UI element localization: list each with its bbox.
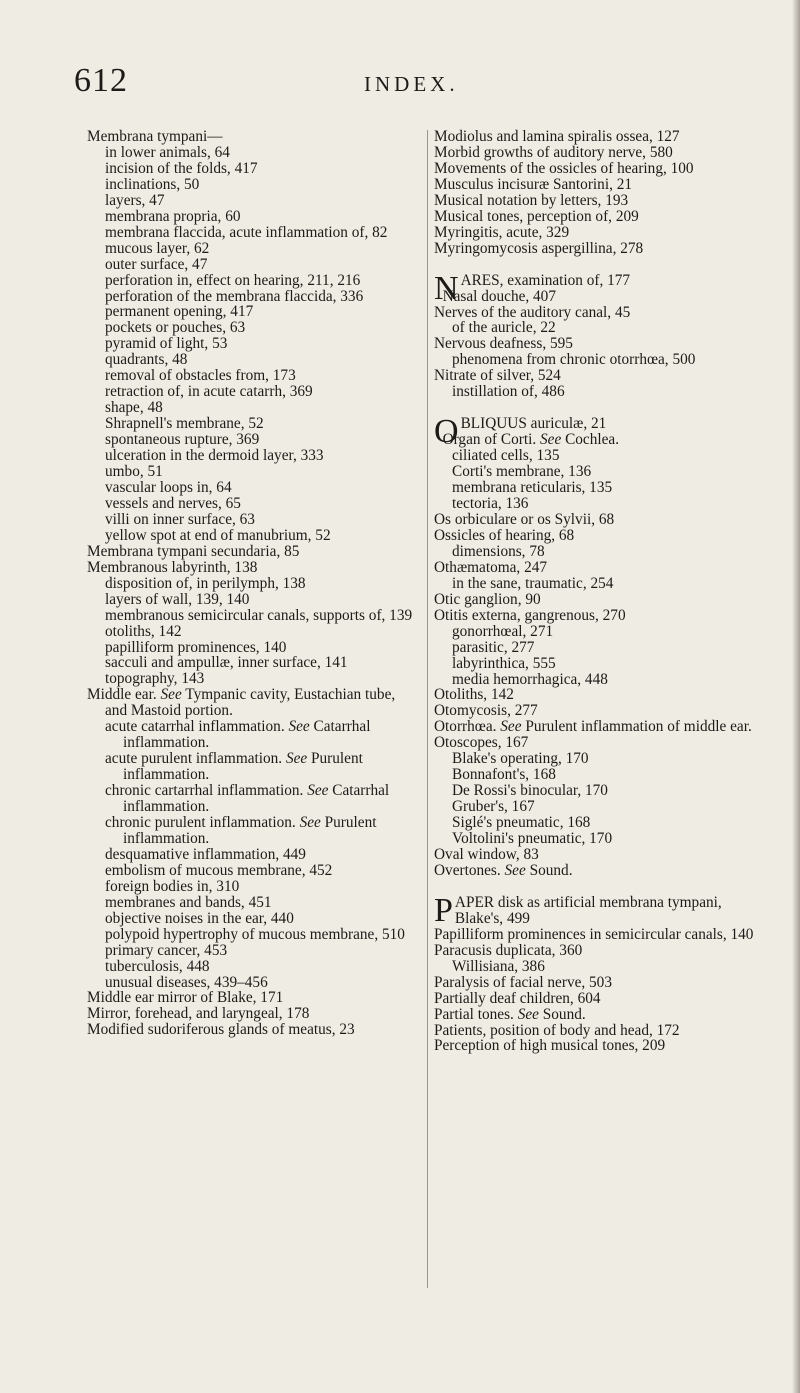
entry-text: gonorrhœal, 271 [452, 622, 554, 640]
entry-text: removal of obstacles from, 173 [105, 367, 296, 385]
entry-text: Shrapnell's membrane, 52 [105, 415, 264, 433]
index-subentry [87, 528, 421, 544]
entry-text: membrana reticularis, 135 [452, 479, 613, 497]
index-subentry [434, 783, 770, 799]
entry-text: Musical tones, perception of, 209 [434, 207, 639, 225]
index-subentry [87, 320, 421, 336]
index-subentry [434, 352, 770, 368]
index-entry [87, 1006, 421, 1022]
index-subentry [87, 863, 421, 879]
entry-text: Modiolus and lamina spiralis ossea, 127 [434, 128, 680, 145]
index-subentry [434, 384, 770, 400]
index-subentry [87, 608, 421, 624]
index-subentry [87, 592, 421, 608]
see-reference-label: See [504, 861, 526, 879]
entry-text: ciliated cells, 135 [452, 447, 560, 465]
index-subentry [87, 496, 421, 512]
entry-text: Otoliths, 142 [434, 686, 514, 704]
entry-text: vascular loops in, 64 [105, 478, 232, 496]
entry-text: Membranous labyrinth, 138 [87, 558, 258, 576]
index-entry [434, 145, 770, 161]
index-subentry [434, 640, 770, 656]
drop-cap-letter: O [434, 413, 459, 451]
index-subentry [434, 656, 770, 672]
entry-text: Middle ear. [87, 686, 157, 704]
index-subentry [87, 193, 421, 209]
entry-text: outer surface, 47 [105, 255, 208, 273]
entry-text: polypoid hypertrophy of mucous membrane, 510 [105, 925, 405, 943]
index-subentry [434, 576, 770, 592]
entry-text: Othæmatoma, 247 [434, 558, 548, 576]
entry-text: incision of the folds, 417 [105, 159, 258, 177]
entry-text: objective noises in the ear, 440 [105, 909, 294, 927]
letter-section-gap [434, 257, 770, 273]
index-subentry [87, 815, 421, 847]
index-subentry [87, 273, 421, 289]
entry-text: Corti's membrane, 136 [452, 463, 592, 481]
see-reference-label: See [540, 431, 562, 449]
index-entry [434, 592, 770, 608]
see-reference-target: Purulent inflammation of middle ear. [525, 718, 752, 736]
entry-text: Overtones. [434, 861, 501, 879]
index-subentry [434, 624, 770, 640]
index-subentry [434, 831, 770, 847]
see-reference-target: Sound. [529, 861, 573, 879]
index-subentry [87, 751, 421, 783]
entry-text: BLIQUUS auriculæ, 21 [460, 415, 607, 433]
entry-text: Patients, position of body and head, 172 [434, 1021, 680, 1039]
index-entry [434, 177, 770, 193]
see-reference-label: See [500, 718, 522, 736]
entry-text: Oval window, 83 [434, 845, 539, 863]
index-subentry [87, 416, 421, 432]
index-subentry [87, 448, 421, 464]
see-reference-label: See [160, 686, 182, 704]
entry-text: APER disk as artificial membrana tympani, Blake's, 499 [454, 893, 722, 927]
index-subentry [434, 448, 770, 464]
entry-text: Middle ear mirror of Blake, 171 [87, 989, 284, 1007]
index-subentry [434, 815, 770, 831]
index-entry [434, 943, 770, 959]
index-subentry [87, 576, 421, 592]
see-reference-target: Purulent inflammation. [123, 750, 363, 784]
see-reference-label: See [299, 813, 321, 831]
entry-text: Paralysis of facial nerve, 503 [434, 973, 612, 991]
entry-text: acute catarrhal inflammation. [105, 718, 285, 736]
entry-text: primary cancer, 453 [105, 941, 228, 959]
entry-text: villi on inner surface, 63 [105, 510, 255, 528]
index-entry [434, 891, 770, 929]
index-subentry [87, 352, 421, 368]
see-reference-target: Catarrhal inflammation. [123, 782, 390, 816]
entry-text: pockets or pouches, 63 [105, 319, 246, 337]
entry-text: Musculus incisuræ Santorini, 21 [434, 175, 633, 193]
entry-text: tuberculosis, 448 [105, 957, 210, 975]
entry-text: chronic purulent inflammation. [105, 813, 296, 831]
index-subentry [87, 847, 421, 863]
entry-text: spontaneous rupture, 369 [105, 431, 260, 449]
index-subentry [87, 304, 421, 320]
index-entry [434, 528, 770, 544]
index-subentry [87, 289, 421, 305]
index-entry [434, 305, 770, 321]
index-subentry [87, 655, 421, 671]
entry-text: retraction of, in acute catarrh, 369 [105, 383, 313, 401]
entry-text: sacculi and ampullæ, inner surface, 141 [105, 654, 348, 672]
entry-text: foreign bodies in, 310 [105, 877, 240, 895]
entry-text: embolism of mucous membrane, 452 [105, 861, 333, 879]
index-subentry [87, 671, 421, 687]
entry-text: instillation of, 486 [452, 383, 565, 401]
index-subentry [87, 783, 421, 815]
page-edge-shadow [792, 0, 800, 1393]
index-subentry [87, 464, 421, 480]
index-subentry [434, 767, 770, 783]
index-subentry [434, 959, 770, 975]
see-reference-target: Cochlea. [565, 431, 620, 449]
entry-text: umbo, 51 [105, 463, 163, 481]
index-entry [434, 432, 770, 448]
entry-text: Gruber's, 167 [452, 798, 535, 816]
index-entry [434, 225, 770, 241]
column-divider [427, 130, 428, 1288]
index-subentry [87, 400, 421, 416]
entry-text: membranes and bands, 451 [105, 893, 272, 911]
index-entry [434, 991, 770, 1007]
see-reference-target: Catarrhal inflammation. [123, 718, 371, 752]
index-subentry [434, 799, 770, 815]
entry-text: in lower animals, 64 [105, 143, 230, 161]
see-reference-target: Tympanic cavity, Eustachian tube, and Mastoid portion. [105, 686, 396, 720]
index-subentry [434, 751, 770, 767]
index-subentry [87, 209, 421, 225]
index-subentry [87, 640, 421, 656]
index-entry [87, 129, 421, 145]
index-subentry [87, 975, 421, 991]
entry-text: Otic ganglion, 90 [434, 590, 541, 608]
entry-text: Nitrate of silver, 524 [434, 367, 561, 385]
index-subentry [434, 480, 770, 496]
index-entry [87, 990, 421, 1006]
drop-cap-letter: P [434, 891, 453, 929]
entry-text: Blake's operating, 170 [452, 750, 589, 768]
index-column-left [87, 129, 421, 1038]
entry-text: membrana propria, 60 [105, 207, 241, 225]
entry-text: desquamative inflammation, 449 [105, 845, 306, 863]
entry-text: Papilliform prominences in semicircular canals, 140 [434, 925, 754, 943]
index-entry [434, 336, 770, 352]
drop-cap-letter: N [434, 269, 459, 307]
entry-text: shape, 48 [105, 399, 163, 417]
index-subentry [87, 384, 421, 400]
entry-text: layers of wall, 139, 140 [105, 590, 250, 608]
entry-text: Bonnafont's, 168 [452, 766, 556, 784]
index-entry [434, 703, 770, 719]
entry-text: Nasal douche, 407 [442, 287, 556, 305]
entry-text: in the sane, traumatic, 254 [452, 574, 614, 592]
index-subentry [87, 927, 421, 943]
index-entry [434, 687, 770, 703]
entry-text: Otomycosis, 277 [434, 702, 538, 720]
entry-text: of the auricle, 22 [452, 319, 556, 337]
index-subentry [87, 879, 421, 895]
entry-text: ARES, examination of, 177 [460, 271, 631, 289]
see-reference-label: See [517, 1005, 539, 1023]
index-subentry [87, 161, 421, 177]
entry-text: De Rossi's binocular, 170 [452, 782, 608, 800]
entry-text: Membrana tympani secundaria, 85 [87, 542, 300, 560]
entry-text: Movements of the ossicles of hearing, 100 [434, 159, 694, 177]
entry-text: perforation of the membrana flaccida, 336 [105, 287, 364, 305]
index-entry [434, 241, 770, 257]
entry-text: Myringomycosis aspergillina, 278 [434, 239, 644, 257]
see-reference-target: Purulent inflammation. [123, 813, 377, 847]
index-entry [87, 560, 421, 576]
index-entry [434, 719, 770, 735]
index-entry [87, 1022, 421, 1038]
index-subentry [87, 895, 421, 911]
entry-text: otoliths, 142 [105, 622, 182, 640]
index-entry [434, 1038, 770, 1054]
index-subentry [87, 368, 421, 384]
page-number: 612 [74, 62, 128, 99]
entry-text: permanent opening, 417 [105, 303, 254, 321]
entry-text: Modified sudoriferous glands of meatus, 23 [87, 1021, 355, 1039]
index-subentry [434, 320, 770, 336]
index-subentry [87, 432, 421, 448]
entry-text: Morbid growths of auditory nerve, 580 [434, 143, 673, 161]
index-column-right [434, 129, 770, 1054]
index-entry [434, 560, 770, 576]
index-entry [434, 512, 770, 528]
entry-text: Willisiana, 386 [452, 957, 545, 975]
entry-text: pyramid of light, 53 [105, 335, 228, 353]
entry-text: Otitis externa, gangrenous, 270 [434, 606, 626, 624]
entry-text: inclinations, 50 [105, 175, 200, 193]
index-entry [87, 687, 421, 719]
entry-text: parasitic, 277 [452, 638, 535, 656]
entry-text: Musical notation by letters, 193 [434, 191, 629, 209]
see-reference-label: See [285, 750, 308, 768]
entry-text: mucous layer, 62 [105, 239, 210, 257]
entry-text: layers, 47 [105, 191, 165, 209]
entry-text: Ossicles of hearing, 68 [434, 526, 575, 544]
entry-text: unusual diseases, 439–456 [105, 973, 268, 991]
entry-text: disposition of, in perilymph, 138 [105, 574, 306, 592]
index-entry [434, 847, 770, 863]
entry-text: Perception of high musical tones, 209 [434, 1037, 666, 1055]
entry-text: Nervous deafness, 595 [434, 335, 573, 353]
index-subentry [87, 959, 421, 975]
entry-text: Partial tones. [434, 1005, 514, 1023]
index-entry [87, 544, 421, 560]
entry-text: Partially deaf children, 604 [434, 989, 601, 1007]
entry-text: perforation in, effect on hearing, 211, 216 [105, 271, 361, 289]
entry-text: ulceration in the dermoid layer, 333 [105, 447, 324, 465]
entry-text: Voltolini's pneumatic, 170 [452, 830, 613, 848]
index-entry [434, 863, 770, 879]
entry-text: vessels and nerves, 65 [105, 494, 241, 512]
index-entry [434, 193, 770, 209]
index-entry [434, 1023, 770, 1039]
entry-text: membranous semicircular canals, supports of, 139 [105, 606, 413, 624]
entry-text: Paracusis duplicata, 360 [434, 941, 583, 959]
entry-text: acute purulent inflammation. [105, 750, 283, 768]
see-reference-label: See [307, 782, 329, 800]
index-entry [434, 975, 770, 991]
entry-text: quadrants, 48 [105, 351, 188, 369]
entry-text: media hemorrhagica, 448 [452, 670, 608, 688]
index-subentry [87, 943, 421, 959]
index-subentry [434, 544, 770, 560]
index-entry [434, 368, 770, 384]
index-subentry [87, 911, 421, 927]
index-entry [434, 161, 770, 177]
see-reference-label: See [288, 718, 310, 736]
entry-text: Os orbiculare or os Sylvii, 68 [434, 510, 615, 528]
index-subentry [87, 512, 421, 528]
index-subentry [87, 480, 421, 496]
entry-text: Siglé's pneumatic, 168 [452, 814, 591, 832]
index-subentry [87, 241, 421, 257]
index-subentry [434, 672, 770, 688]
entry-text: chronic cartarrhal inflammation. [105, 782, 304, 800]
entry-text: Nerves of the auditory canal, 45 [434, 303, 631, 321]
entry-text: yellow spot at end of manubrium, 52 [105, 526, 331, 544]
entry-text: labyrinthica, 555 [452, 654, 556, 672]
index-subentry [87, 336, 421, 352]
entry-text: Otorrhœa. [434, 718, 497, 736]
entry-text: phenomena from chronic otorrhœa, 500 [452, 351, 696, 369]
index-entry [434, 927, 770, 943]
letter-section-gap [434, 879, 770, 895]
entry-text: membrana flaccida, acute inflammation of, 82 [105, 223, 388, 241]
entry-text: Otoscopes, 167 [434, 734, 529, 752]
entry-text: dimensions, 78 [452, 542, 545, 560]
index-entry [434, 209, 770, 225]
entry-text: tectoria, 136 [452, 495, 529, 513]
entry-text: papilliform prominences, 140 [105, 638, 287, 656]
index-subentry [87, 624, 421, 640]
entry-text: topography, 143 [105, 670, 205, 688]
index-subentry [87, 719, 421, 751]
index-subentry [87, 257, 421, 273]
index-entry [434, 735, 770, 751]
entry-text: Organ of Corti. [442, 431, 537, 449]
index-entry [434, 289, 770, 305]
entry-text: Membrana tympani— [87, 128, 223, 145]
index-entry [434, 1007, 770, 1023]
see-reference-target: Sound. [542, 1005, 586, 1023]
page-header: INDEX. [364, 72, 459, 96]
entry-text: Mirror, forehead, and laryngeal, 178 [87, 1005, 310, 1023]
index-subentry [434, 496, 770, 512]
index-entry [434, 129, 770, 145]
index-subentry [434, 464, 770, 480]
index-subentry [87, 225, 421, 241]
letter-section-gap [434, 400, 770, 416]
index-entry [434, 608, 770, 624]
index-subentry [87, 177, 421, 193]
index-subentry [87, 145, 421, 161]
entry-text: Myringitis, acute, 329 [434, 223, 570, 241]
